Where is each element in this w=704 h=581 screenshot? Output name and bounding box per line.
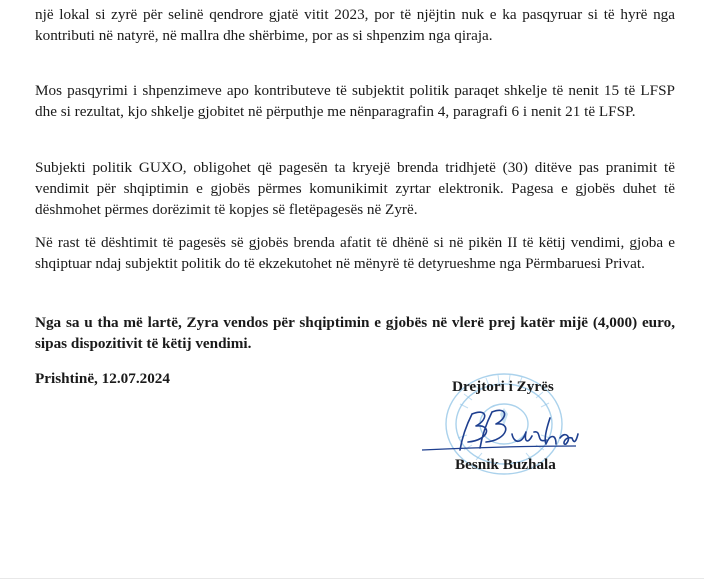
signatory-title: Drejtori i Zyrës (452, 378, 554, 395)
signatory-name: Besnik Buzhala (455, 456, 556, 473)
paragraph-conclusion: Nga sa u tha më lartë, Zyra vendos për shqiptimin e gjobës në vlerë prej katër mijë (4,000) euro, sipas dispozitivit të këtij vendimi. (35, 314, 675, 352)
paragraph-enforcement: Në rast të dështimit të pagesës së gjobës brenda afatit të dhënë si në pikën II të këtij vendimi, gjoba e shqiptuar ndaj subjektit politik do të ekzekutohet në mënyrë të detyrueshme nga Përmbaruesi Privat. (35, 234, 675, 272)
paragraph-office-premises: një lokal si zyrë për selinë qendrore gjatë vitit 2023, por të njëjtin nuk e ka pasqyruar si të hyrë nga kontributi në natyrë, në mallra dhe shërbime, por as si shpenzim nga qiraja. (35, 6, 675, 44)
paragraph-payment-obligation: Subjekti politik GUXO, obligohet që pagesën ta kryejë brenda tridhjetë (30) ditëve pas pranimit të vendimit për shqiptimin e gjobës përmes komunikimit zyrtar elektronik. Pagesa e gjobës duhet të dëshmohet përmes dorëzimit të kopjes së fletëpagesës në Zyrë. (35, 159, 675, 218)
paragraph-violation: Mos pasqyrimi i shpenzimeve apo kontributeve të subjektit politik paraqet shkelje të nenit 15 të LFSP dhe si rezultat, kjo shkelje gjobitet në përputhje me nënparagrafin 4, paragrafi 6 i nenit 21 të LFSP. (35, 82, 675, 120)
place-date: Prishtinë, 12.07.2024 (35, 370, 170, 387)
handwritten-signature-icon (416, 404, 581, 456)
page-bottom-rule (0, 578, 704, 579)
